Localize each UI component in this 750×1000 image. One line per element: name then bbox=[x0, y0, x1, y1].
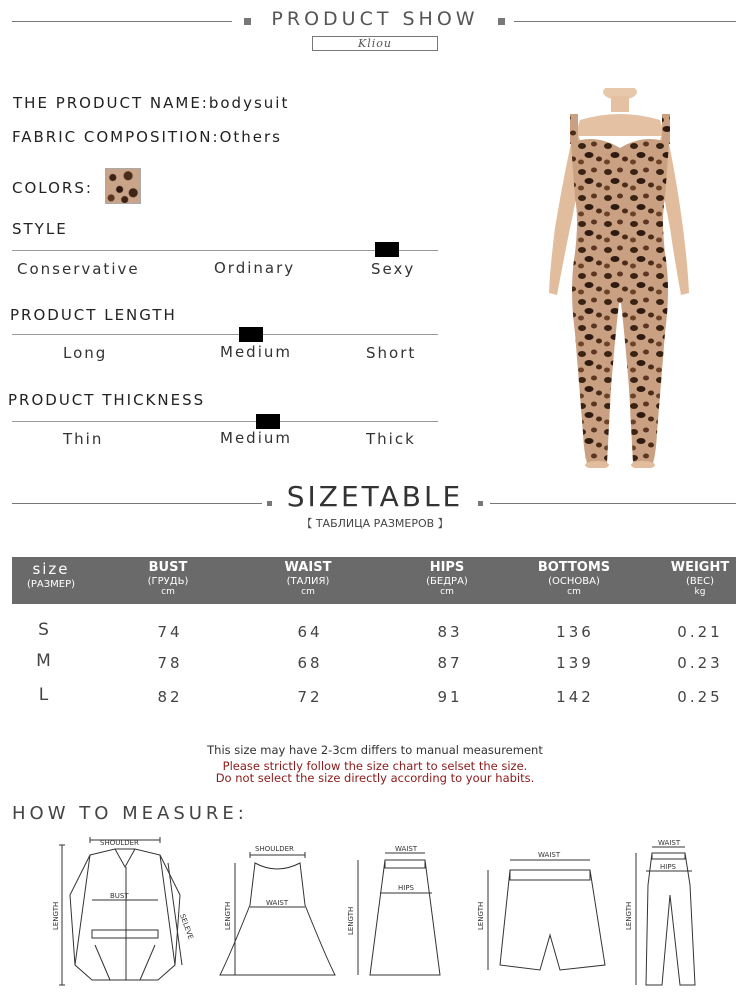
colors-label: COLORS: bbox=[12, 179, 93, 197]
style-level-marker bbox=[375, 242, 399, 257]
model-neck bbox=[611, 96, 629, 112]
length-level-marker bbox=[239, 327, 263, 342]
col-waist-ru: (ТАЛИЯ) bbox=[286, 576, 330, 587]
page-title: PRODUCT SHOW bbox=[271, 8, 479, 30]
table-cell: 136 bbox=[556, 623, 594, 641]
sizetable-rule-right bbox=[490, 503, 736, 504]
sizetable-title: SIZETABLE bbox=[286, 480, 464, 513]
product-model-image bbox=[525, 88, 715, 468]
col-weight-unit: kg bbox=[694, 587, 706, 597]
thickness-scale-line bbox=[12, 421, 438, 422]
style-option-ordinary: Ordinary bbox=[214, 259, 296, 277]
color-swatch-leopard[interactable] bbox=[105, 168, 141, 204]
dress-diagram bbox=[220, 845, 335, 975]
note-habits: Do not select the size directly according to your habits. bbox=[215, 771, 535, 785]
col-bottoms-ru: (ОСНОВА) bbox=[548, 576, 600, 587]
col-weight-ru: (ВЕС) bbox=[686, 576, 714, 587]
product-name bbox=[13, 94, 289, 112]
table-cell: 68 bbox=[297, 654, 323, 672]
table-cell: 0.23 bbox=[677, 654, 723, 672]
table-cell: 78 bbox=[157, 654, 183, 672]
col-size-ru: (РАЗМЕР) bbox=[26, 579, 76, 590]
fabric-composition bbox=[12, 128, 282, 146]
model-shoulders bbox=[575, 114, 665, 136]
col-bottoms bbox=[524, 557, 624, 597]
model-left-strap bbox=[570, 114, 578, 144]
note-follow-chart: Please strictly follow the size chart to selset the size. bbox=[222, 759, 528, 773]
header-rule-right bbox=[514, 21, 736, 22]
col-bust bbox=[122, 557, 214, 597]
table-cell: 82 bbox=[157, 688, 183, 706]
col-weight-name: WEIGHT bbox=[670, 560, 730, 575]
col-hips bbox=[401, 557, 493, 597]
sizetable-rule-left bbox=[12, 503, 262, 504]
col-bottoms-unit: cm bbox=[567, 587, 581, 597]
thickness-level-marker bbox=[256, 414, 280, 429]
style-title: STYLE bbox=[12, 220, 68, 238]
length-scale-line bbox=[12, 334, 438, 335]
skirt-waist-label: WAIST bbox=[395, 845, 418, 853]
dress-waist-label: WAIST bbox=[266, 899, 289, 907]
fabric-value: Others bbox=[219, 128, 282, 146]
col-size bbox=[12, 557, 84, 590]
jacket-diagram bbox=[52, 837, 195, 985]
length-title: PRODUCT LENGTH bbox=[10, 306, 177, 324]
col-waist-unit: cm bbox=[301, 587, 315, 597]
thickness-option-medium: Medium bbox=[220, 429, 292, 447]
skirt-diagram bbox=[347, 845, 440, 975]
how-to-measure-title: HOW TO MEASURE: bbox=[12, 803, 248, 824]
thickness-option-thick: Thick bbox=[366, 430, 416, 448]
measure-diagrams bbox=[40, 835, 740, 995]
jacket-length-label: LENGTH bbox=[52, 901, 60, 930]
col-size-name: size bbox=[32, 560, 70, 578]
pants-length-label: LENGTH bbox=[625, 901, 633, 930]
col-waist bbox=[262, 557, 354, 597]
table-cell: 72 bbox=[297, 688, 323, 706]
table-cell: S bbox=[38, 620, 52, 640]
col-bust-unit: cm bbox=[161, 587, 175, 597]
table-cell: 0.21 bbox=[677, 623, 723, 641]
pants-hips-label: HIPS bbox=[660, 863, 676, 871]
shorts-waist-label: WAIST bbox=[538, 851, 561, 859]
length-option-medium: Medium bbox=[220, 343, 292, 361]
jacket-bust-label: BUST bbox=[110, 892, 129, 900]
brand-name: Kliou bbox=[312, 36, 438, 51]
col-hips-ru: (БЕДРА) bbox=[426, 576, 468, 587]
sizetable-subtitle: 【 ТАБЛИЦА РАЗМЕРОВ 】 bbox=[301, 517, 449, 530]
sizetable-square-right bbox=[478, 501, 483, 506]
header-rule-left bbox=[12, 21, 232, 22]
table-cell: 91 bbox=[437, 688, 463, 706]
length-option-short: Short bbox=[366, 344, 417, 362]
jacket-shoulder-label: SHOULDER bbox=[100, 839, 139, 847]
shorts-length-label: LENGTH bbox=[477, 901, 485, 930]
jacket-sleeve-label: SELEVE bbox=[178, 912, 195, 941]
pants-diagram bbox=[625, 839, 695, 985]
model-bodysuit bbox=[571, 139, 669, 463]
table-cell: 0.25 bbox=[677, 688, 723, 706]
header-square-right bbox=[498, 18, 505, 25]
pants-waist-label: WAIST bbox=[658, 839, 681, 847]
col-hips-name: HIPS bbox=[429, 560, 465, 575]
dress-length-label: LENGTH bbox=[224, 901, 232, 930]
col-weight bbox=[664, 557, 736, 597]
style-option-sexy: Sexy bbox=[371, 260, 416, 278]
model-right-strap bbox=[662, 114, 670, 144]
note-measurement: This size may have 2-3cm differs to manual measurement bbox=[207, 743, 543, 757]
col-waist-name: WAIST bbox=[284, 560, 332, 575]
table-cell: 142 bbox=[556, 688, 594, 706]
product-name-value: bodysuit bbox=[208, 94, 290, 112]
style-option-conservative: Conservative bbox=[17, 260, 140, 278]
col-bust-name: BUST bbox=[148, 560, 188, 575]
fabric-label: FABRIC COMPOSITION: bbox=[12, 128, 220, 146]
col-bust-ru: (ГРУДЬ) bbox=[147, 576, 189, 587]
col-bottoms-name: BOTTOMS bbox=[537, 560, 611, 575]
skirt-length-label: LENGTH bbox=[347, 906, 355, 935]
thickness-title: PRODUCT THICKNESS bbox=[8, 391, 206, 409]
table-cell: 139 bbox=[556, 654, 594, 672]
col-hips-unit: cm bbox=[440, 587, 454, 597]
table-cell: 64 bbox=[297, 623, 323, 641]
skirt-hips-label: HIPS bbox=[398, 884, 414, 892]
table-cell: M bbox=[36, 651, 54, 671]
table-cell: L bbox=[38, 685, 52, 705]
sizetable-header bbox=[12, 557, 736, 604]
table-cell: 83 bbox=[437, 623, 463, 641]
product-name-label: THE PRODUCT NAME: bbox=[13, 94, 209, 112]
shorts-diagram bbox=[477, 851, 605, 970]
table-cell: 74 bbox=[157, 623, 183, 641]
table-cell: 87 bbox=[437, 654, 463, 672]
length-option-long: Long bbox=[63, 344, 108, 362]
dress-shoulder-label: SHOULDER bbox=[255, 845, 294, 853]
thickness-option-thin: Thin bbox=[63, 430, 104, 448]
